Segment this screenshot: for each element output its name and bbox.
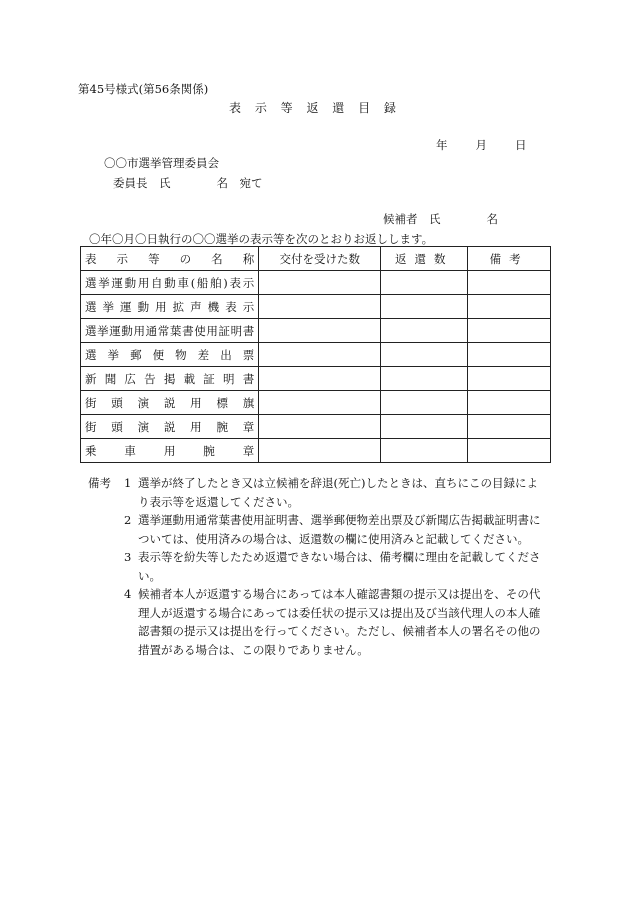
chairman-line: 委員長 氏 名 宛て <box>113 176 263 190</box>
received-count-cell[interactable] <box>259 319 381 343</box>
note-text: 候補者本人が返還する場合にあっては本人確認書類の提示又は提出を、その代理人が返還する場合にあっては委任状の提示又は提出及び当該代理人の本人確認書類の提示又は提出を行ってください。ただし、候補者本人の署名その他の措置がある場合は、この限りでありません。 <box>138 587 541 657</box>
note-item <box>88 511 548 548</box>
form-number: 第45号様式(第56条関係) <box>78 82 209 96</box>
remarks-cell[interactable] <box>468 319 551 343</box>
table-row <box>81 439 551 463</box>
returned-count-cell[interactable] <box>381 295 468 319</box>
item-name: 選挙運動用自動車(船舶)表示 <box>81 271 259 295</box>
note-number: 2 <box>124 513 132 527</box>
table-row <box>81 415 551 439</box>
addressee: 〇〇市選挙管理委員会 <box>104 156 219 170</box>
received-count-cell[interactable] <box>259 391 381 415</box>
item-name: 選挙運動用拡声機表示 <box>81 295 259 319</box>
returned-count-cell[interactable] <box>381 271 468 295</box>
note-item <box>88 585 548 659</box>
header-received: 交付を受けた数 <box>259 247 381 271</box>
note-item <box>88 474 548 511</box>
remarks-cell[interactable] <box>468 391 551 415</box>
header-name: 表示等の名称 <box>81 247 259 271</box>
item-name: 新聞広告掲載証明書 <box>81 367 259 391</box>
document-title: 表 示 等 返 還 目 録 <box>229 101 401 115</box>
date-year: 年 <box>436 138 448 152</box>
table-row <box>81 367 551 391</box>
returned-count-cell[interactable] <box>381 319 468 343</box>
returned-count-cell[interactable] <box>381 343 468 367</box>
note-text: 表示等を紛失等したため返還できない場合は、備考欄に理由を記載してください。 <box>138 550 541 583</box>
notes-section <box>88 474 548 659</box>
received-count-cell[interactable] <box>259 367 381 391</box>
returned-count-cell[interactable] <box>381 367 468 391</box>
remarks-cell[interactable] <box>468 271 551 295</box>
received-count-cell[interactable] <box>259 343 381 367</box>
item-name: 街頭演説用標旗 <box>81 391 259 415</box>
item-name: 乗車用腕章 <box>81 439 259 463</box>
date-line <box>436 138 527 152</box>
remarks-cell[interactable] <box>468 439 551 463</box>
table-row <box>81 319 551 343</box>
note-number: 4 <box>124 587 132 601</box>
table-row <box>81 343 551 367</box>
remarks-cell[interactable] <box>468 343 551 367</box>
note-number: 1 <box>124 476 132 490</box>
item-name: 街頭演説用腕章 <box>81 415 259 439</box>
received-count-cell[interactable] <box>259 415 381 439</box>
returned-count-cell[interactable] <box>381 391 468 415</box>
remarks-cell[interactable] <box>468 415 551 439</box>
note-text: 選挙運動用通常葉書使用証明書、選挙郵便物差出票及び新聞広告掲載証明書については、使用済みの場合は、返還数の欄に使用済みと記載してください。 <box>138 513 541 546</box>
note-text: 選挙が終了したとき又は立候補を辞退(死亡)したときは、直ちにこの目録により表示等を返還してください。 <box>138 476 538 509</box>
date-month: 月 <box>475 138 487 152</box>
table-header-row <box>81 247 551 271</box>
candidate-line: 候補者 氏 名 <box>383 212 498 226</box>
received-count-cell[interactable] <box>259 295 381 319</box>
returned-count-cell[interactable] <box>381 415 468 439</box>
header-remarks: 備考 <box>468 247 551 271</box>
table-row <box>81 295 551 319</box>
header-returned: 返還数 <box>381 247 468 271</box>
date-day: 日 <box>515 138 527 152</box>
table-row <box>81 271 551 295</box>
item-name: 選挙運動用通常葉書使用証明書 <box>81 319 259 343</box>
table-row <box>81 391 551 415</box>
remarks-cell[interactable] <box>468 295 551 319</box>
item-name: 選挙郵便物差出票 <box>81 343 259 367</box>
note-item <box>88 548 548 585</box>
note-number: 3 <box>124 550 132 564</box>
received-count-cell[interactable] <box>259 271 381 295</box>
remarks-cell[interactable] <box>468 367 551 391</box>
intro-text: 〇年〇月〇日執行の〇〇選挙の表示等を次のとおりお返しします。 <box>89 232 434 246</box>
notes-label: 備考 <box>88 476 111 490</box>
returned-count-cell[interactable] <box>381 439 468 463</box>
received-count-cell[interactable] <box>259 439 381 463</box>
return-items-table <box>80 246 551 463</box>
